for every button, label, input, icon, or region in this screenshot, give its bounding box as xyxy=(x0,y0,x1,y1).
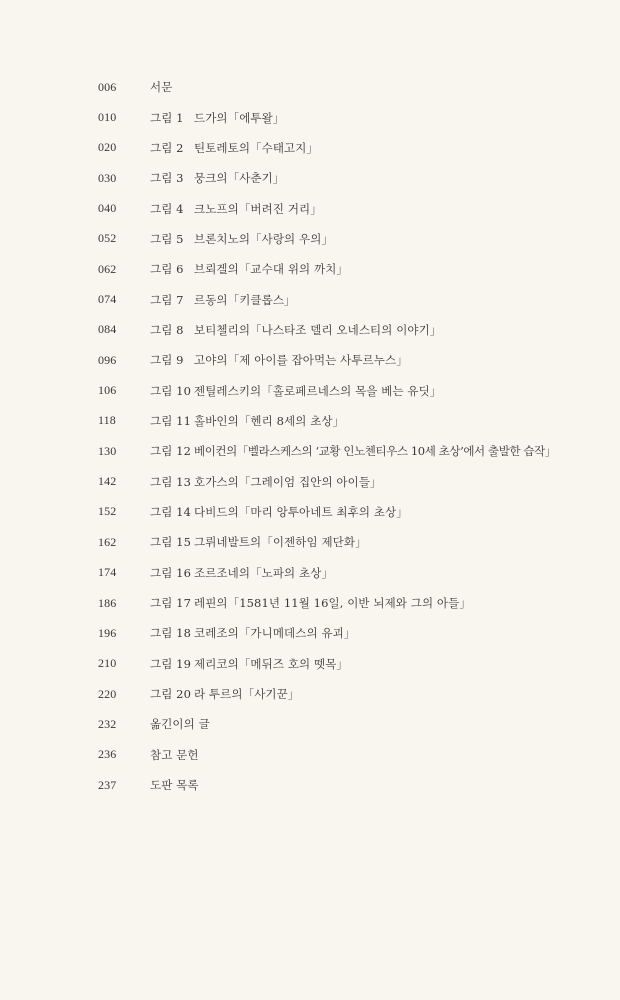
entry-title: 다비드의「마리 앙투아네트 최후의 초상」 xyxy=(194,504,408,519)
figure-number: 그림 16 xyxy=(150,565,192,580)
entry-title: 베이컨의「벨라스케스의 ‘교황 인노첸티우스 10세 초상’에서 출발한 습작」 xyxy=(194,444,556,459)
figure-number: 그림 6 xyxy=(150,262,184,277)
page-number: 020 xyxy=(98,140,117,155)
toc-entry[interactable] xyxy=(98,406,598,436)
entry-title: 홀바인의「헨리 8세의 초상」 xyxy=(194,413,345,428)
figure-number: 그림 12 xyxy=(150,444,192,459)
page-number: 210 xyxy=(98,656,117,671)
page-number: 118 xyxy=(98,413,116,428)
toc-entry[interactable] xyxy=(98,284,598,314)
figure-number: 그림 11 xyxy=(150,413,192,428)
page-number: 236 xyxy=(98,747,117,762)
toc-entry[interactable] xyxy=(98,679,598,709)
entry-title: 르동의「키클롭스」 xyxy=(194,292,296,307)
toc-entry[interactable] xyxy=(98,588,598,618)
toc-entry[interactable] xyxy=(98,163,598,193)
page-number: 130 xyxy=(98,443,117,458)
figure-number: 그림 15 xyxy=(150,535,192,550)
entry-title: 옮긴이의 글 xyxy=(150,717,210,732)
figure-number: 그림 18 xyxy=(150,626,192,641)
toc-entry[interactable] xyxy=(98,375,598,405)
toc-entry[interactable] xyxy=(98,527,598,557)
page-number: 106 xyxy=(98,383,117,398)
toc-entry[interactable] xyxy=(98,315,598,345)
entry-title: 틴토레토의「수태고지」 xyxy=(194,140,319,155)
page-number: 174 xyxy=(98,565,117,580)
page-number: 084 xyxy=(98,322,117,337)
toc-entry[interactable] xyxy=(98,649,598,679)
toc-entry[interactable] xyxy=(98,497,598,527)
figure-number: 그림 10 xyxy=(150,383,192,398)
entry-title: 제리코의「메뒤즈 호의 뗏목」 xyxy=(194,656,349,671)
figure-number: 그림 1 xyxy=(150,110,184,125)
toc-entry[interactable] xyxy=(98,770,598,800)
figure-number: 그림 5 xyxy=(150,231,184,246)
toc-entry[interactable] xyxy=(98,193,598,223)
entry-title: 크노프의「버려진 거리」 xyxy=(194,201,322,216)
entry-title: 드가의「에투왈」 xyxy=(194,110,285,125)
toc-entry[interactable] xyxy=(98,436,598,466)
page-number: 074 xyxy=(98,292,117,307)
figure-number: 그림 9 xyxy=(150,353,184,368)
toc-entry[interactable] xyxy=(98,133,598,163)
figure-number: 그림 4 xyxy=(150,201,184,216)
entry-title: 젠틸레스키의「홀로페르네스의 목을 베는 유딧」 xyxy=(194,383,442,398)
toc-entry[interactable] xyxy=(98,72,598,102)
entry-title: 레핀의「1581년 11월 16일, 이반 뇌제와 그의 아들」 xyxy=(194,596,471,611)
page-number: 237 xyxy=(98,777,117,792)
toc-entry[interactable] xyxy=(98,466,598,496)
entry-title: 라 투르의「사기꾼」 xyxy=(194,687,300,702)
entry-title: 브론치노의「사랑의 우의」 xyxy=(194,231,334,246)
page-number: 052 xyxy=(98,231,117,246)
toc-entry[interactable] xyxy=(98,102,598,132)
page-number: 196 xyxy=(98,625,117,640)
entry-title: 고야의「제 아이를 잡아먹는 사투르누스」 xyxy=(194,353,408,368)
toc-entry[interactable] xyxy=(98,618,598,648)
entry-title: 그뤼네발트의「이젠하임 제단화」 xyxy=(194,535,367,550)
page-number: 030 xyxy=(98,170,117,185)
page-number: 220 xyxy=(98,686,117,701)
entry-title: 도판 목록 xyxy=(150,778,199,793)
figure-number: 그림 14 xyxy=(150,504,192,519)
page-number: 006 xyxy=(98,79,117,94)
figure-number: 그림 13 xyxy=(150,474,192,489)
entry-title: 조르조네의「노파의 초상」 xyxy=(194,565,334,580)
page-number: 040 xyxy=(98,201,117,216)
toc-entry[interactable] xyxy=(98,345,598,375)
page-number: 096 xyxy=(98,352,117,367)
toc-entry[interactable] xyxy=(98,709,598,739)
toc-entry[interactable] xyxy=(98,558,598,588)
figure-number: 그림 7 xyxy=(150,292,184,307)
page-number: 162 xyxy=(98,534,117,549)
entry-title: 보티첼리의「나스타조 델리 오네스티의 이야기」 xyxy=(194,322,442,337)
page-number: 186 xyxy=(98,595,117,610)
figure-number: 그림 20 xyxy=(150,687,192,702)
toc-entry[interactable] xyxy=(98,740,598,770)
figure-number: 그림 17 xyxy=(150,596,192,611)
page-number: 152 xyxy=(98,504,117,519)
entry-title: 참고 문헌 xyxy=(150,747,199,762)
page-number: 142 xyxy=(98,474,117,489)
entry-title: 뭉크의「사춘기」 xyxy=(194,171,285,186)
toc-entry[interactable] xyxy=(98,254,598,284)
entry-title: 코레조의「가니메데스의 유괴」 xyxy=(194,626,356,641)
page-number: 010 xyxy=(98,110,117,125)
table-of-contents xyxy=(98,72,598,800)
toc-entry[interactable] xyxy=(98,224,598,254)
entry-title: 호가스의「그레이엄 집안의 아이들」 xyxy=(194,474,382,489)
page-number: 232 xyxy=(98,716,117,731)
figure-number: 그림 2 xyxy=(150,140,184,155)
entry-title: 서문 xyxy=(150,80,173,95)
figure-number: 그림 19 xyxy=(150,656,192,671)
page-number: 062 xyxy=(98,261,117,276)
entry-title: 브뢰겔의「교수대 위의 까치」 xyxy=(194,262,349,277)
figure-number: 그림 8 xyxy=(150,322,184,337)
figure-number: 그림 3 xyxy=(150,171,184,186)
